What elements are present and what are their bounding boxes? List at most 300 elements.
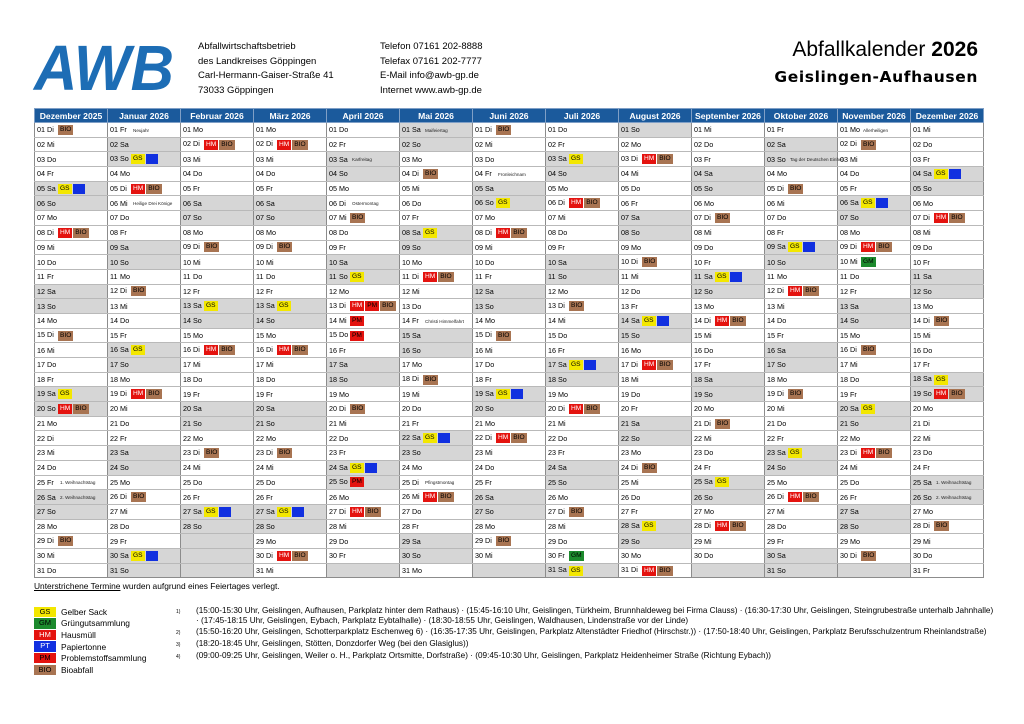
weekday: So xyxy=(631,536,640,546)
day-cell xyxy=(546,446,619,461)
day-number: 24 xyxy=(183,463,191,473)
day-cell xyxy=(546,431,619,446)
weekday: Sa xyxy=(47,389,56,399)
day-cell xyxy=(108,519,181,534)
day-number: 27 xyxy=(913,507,921,517)
weekday: Di xyxy=(193,447,200,457)
collection-badge-bio: BIO xyxy=(863,140,875,148)
collection-badge-hm: HM xyxy=(717,316,728,324)
day-number: 16 xyxy=(329,345,337,355)
weekday: Di xyxy=(923,212,930,222)
day-number: 11 xyxy=(256,272,264,282)
day-cell xyxy=(254,519,327,534)
legend-label: Grüngutsammlung xyxy=(61,618,130,629)
weekday: Mi xyxy=(47,242,55,252)
day-number: 07 xyxy=(37,213,45,223)
weekday: Fr xyxy=(120,228,127,238)
weekday: Mi xyxy=(923,330,931,340)
day-cell xyxy=(35,446,108,461)
day-number: 04 xyxy=(840,169,848,179)
day-number: 05 xyxy=(256,184,264,194)
day-number: 26 xyxy=(913,492,921,502)
collection-badge-bio: BIO xyxy=(221,346,233,354)
day-number: 27 xyxy=(402,507,410,517)
day-number: 27 xyxy=(110,507,118,517)
day-number: 15 xyxy=(183,330,191,340)
day-number: 29 xyxy=(767,536,775,546)
weekday: So xyxy=(631,433,640,443)
collection-badge-gs: GS xyxy=(717,272,727,280)
day-cell xyxy=(108,460,181,475)
day-cell xyxy=(619,343,692,358)
day-cell xyxy=(400,196,473,211)
weekday: So xyxy=(850,316,859,326)
holiday-note: Heilige Drei Könige xyxy=(133,201,173,207)
footnote xyxy=(34,581,280,591)
collection-badge-hm: HM xyxy=(279,346,290,354)
day-number: 25 xyxy=(37,477,45,487)
day-number: 26 xyxy=(548,492,556,502)
weekday: Di xyxy=(704,212,711,222)
day-cell xyxy=(473,402,546,417)
collection-badge-bio: BIO xyxy=(279,243,291,251)
day-cell xyxy=(838,504,911,519)
day-number: 08 xyxy=(548,228,556,238)
day-number: 27 xyxy=(329,506,337,516)
day-number: 16 xyxy=(402,345,410,355)
day-cell xyxy=(108,167,181,182)
day-cell xyxy=(400,152,473,167)
day-cell xyxy=(181,240,254,255)
day-cell xyxy=(35,490,108,505)
day-cell xyxy=(619,328,692,343)
legend-swatch: GS xyxy=(34,607,56,618)
weekday: Fr xyxy=(704,154,711,164)
collection-badge-hm: HM xyxy=(60,404,71,412)
weekday: Mo xyxy=(47,316,57,326)
day-number: 16 xyxy=(913,345,921,355)
day-cell xyxy=(692,548,765,563)
day-number: 21 xyxy=(548,419,556,429)
weekday: Fr xyxy=(704,257,711,267)
day-number: 29 xyxy=(110,536,118,546)
day-cell xyxy=(181,299,254,314)
weekday: Sa xyxy=(193,506,202,516)
day-number: 16 xyxy=(475,345,483,355)
day-cell xyxy=(838,240,911,255)
weekday: Mo xyxy=(339,286,349,296)
weekday: Do xyxy=(193,477,203,487)
weekday: Sa xyxy=(923,272,932,282)
day-number: 27 xyxy=(256,506,264,516)
day-number: 14 xyxy=(183,316,191,326)
weekday: Mo xyxy=(47,521,57,531)
day-number: 15 xyxy=(475,330,483,340)
collection-badge-pt: PT xyxy=(439,434,448,442)
day-cell xyxy=(35,211,108,226)
calendar-row xyxy=(35,328,984,343)
day-number: 19 xyxy=(183,389,191,399)
day-number: 07 xyxy=(548,213,556,223)
month-header: Februar 2026 xyxy=(181,109,254,123)
day-cell xyxy=(473,431,546,446)
day-number: 06 xyxy=(840,198,848,208)
calendar-row xyxy=(35,211,984,226)
day-cell xyxy=(692,152,765,167)
day-number: 13 xyxy=(329,301,337,311)
day-number: 10 xyxy=(621,256,629,266)
day-number: 11 xyxy=(37,272,45,282)
weekday: So xyxy=(120,565,129,575)
day-number: 01 xyxy=(840,125,848,135)
collection-badge-bio: BIO xyxy=(133,493,145,501)
day-cell xyxy=(692,358,765,373)
weekday: Mi xyxy=(923,433,931,443)
day-cell xyxy=(619,475,692,490)
weekday: So xyxy=(777,565,786,575)
day-number: 05 xyxy=(913,184,921,194)
collection-badge-bio: BIO xyxy=(498,125,510,133)
weekday: Mo xyxy=(339,389,349,399)
day-cell xyxy=(254,152,327,167)
weekday: Do xyxy=(485,154,495,164)
weekday: Fr xyxy=(193,492,200,502)
weekday: So xyxy=(339,169,348,179)
weekday: Mi xyxy=(339,315,347,325)
day-number: 23 xyxy=(329,448,337,458)
calendar-row xyxy=(35,255,984,270)
weekday: So xyxy=(47,198,56,208)
day-number: 30 xyxy=(37,551,45,561)
day-cell xyxy=(400,534,473,549)
day-number: 19 xyxy=(329,389,337,399)
weekday: Mo xyxy=(47,213,57,223)
title-year: 2026 xyxy=(931,38,978,61)
collection-badge-bio: BIO xyxy=(805,493,817,501)
weekday: So xyxy=(485,404,494,414)
day-number: 23 xyxy=(621,448,629,458)
day-cell xyxy=(327,181,400,196)
day-cell xyxy=(254,416,327,431)
day-number: 09 xyxy=(110,242,118,252)
collection-badge-pm: PM xyxy=(352,331,362,339)
weekday: So xyxy=(485,507,494,517)
weekday: Fr xyxy=(777,330,784,340)
weekday: Di xyxy=(850,242,857,252)
day-number: 23 xyxy=(37,448,45,458)
day-number: 22 xyxy=(329,433,337,443)
day-number: 11 xyxy=(475,272,483,282)
day-number: 10 xyxy=(694,257,702,267)
collection-badge-hm: HM xyxy=(644,155,655,163)
weekday: Do xyxy=(412,507,422,517)
weekday: Do xyxy=(266,477,276,487)
day-cell xyxy=(619,299,692,314)
day-number: 25 xyxy=(767,477,775,487)
day-cell xyxy=(473,167,546,182)
day-number: 27 xyxy=(183,506,191,516)
day-number: 08 xyxy=(256,228,264,238)
day-number: 18 xyxy=(256,375,264,385)
weekday: Di xyxy=(777,389,784,399)
weekday: Di xyxy=(850,550,857,560)
weekday: Mo xyxy=(485,316,495,326)
day-number: 05 xyxy=(402,184,410,194)
weekday: Di xyxy=(777,183,784,193)
calendar-row xyxy=(35,372,984,387)
day-cell xyxy=(911,328,984,343)
day-cell xyxy=(911,269,984,284)
day-number: 25 xyxy=(256,477,264,487)
day-cell xyxy=(838,167,911,182)
day-cell xyxy=(473,225,546,240)
weekday: Sa xyxy=(777,551,786,561)
weekday: Do xyxy=(777,213,787,223)
day-number: 24 xyxy=(548,463,556,473)
day-cell xyxy=(181,372,254,387)
day-number: 17 xyxy=(694,360,702,370)
weekday: Fr xyxy=(923,257,930,267)
weekday: Sa xyxy=(558,565,567,575)
day-number: 03 xyxy=(110,154,118,164)
month-header: November 2026 xyxy=(838,109,911,123)
weekday: Mi xyxy=(266,154,274,164)
weekday: Sa xyxy=(631,521,640,531)
day-cell xyxy=(765,343,838,358)
day-cell xyxy=(546,358,619,373)
collection-badge-pt: PT xyxy=(74,184,83,192)
day-cell xyxy=(473,387,546,402)
day-cell xyxy=(254,563,327,578)
empty-cell xyxy=(838,563,911,578)
day-cell xyxy=(619,167,692,182)
day-number: 12 xyxy=(694,286,702,296)
day-number: 10 xyxy=(256,257,264,267)
day-number: 25 xyxy=(694,477,702,487)
collection-badge-hm: HM xyxy=(425,272,436,280)
weekday: So xyxy=(47,403,56,413)
day-cell xyxy=(619,446,692,461)
day-number: 21 xyxy=(256,419,264,429)
day-number: 10 xyxy=(110,257,118,267)
collection-badge-gs: GS xyxy=(133,551,143,559)
day-cell xyxy=(35,519,108,534)
day-number: 10 xyxy=(329,257,337,267)
weekday: Di xyxy=(47,536,54,546)
day-number: 28 xyxy=(329,521,337,531)
day-cell xyxy=(911,123,984,138)
day-cell xyxy=(765,534,838,549)
weekday: Sa xyxy=(704,477,713,487)
day-cell xyxy=(327,240,400,255)
collection-badge-bio: BIO xyxy=(805,287,817,295)
day-cell xyxy=(765,328,838,343)
weekday: So xyxy=(266,521,275,531)
website-link[interactable]: Internet www.awb-gp.de xyxy=(380,84,482,96)
day-number: 30 xyxy=(840,550,848,560)
day-cell xyxy=(108,152,181,167)
day-number: 29 xyxy=(840,536,848,546)
day-cell xyxy=(911,504,984,519)
weekday: Mi xyxy=(412,184,420,194)
day-number: 13 xyxy=(402,301,410,311)
day-cell xyxy=(473,255,546,270)
collection-badge-hm: HM xyxy=(425,493,436,501)
weekday: Sa xyxy=(485,184,494,194)
day-cell xyxy=(765,460,838,475)
day-cell xyxy=(911,196,984,211)
day-number: 09 xyxy=(475,242,483,252)
day-number: 23 xyxy=(475,448,483,458)
day-cell xyxy=(35,387,108,402)
weekday: Sa xyxy=(558,359,567,369)
day-number: 26 xyxy=(694,492,702,502)
calendar-row xyxy=(35,490,984,505)
day-number: 03 xyxy=(840,154,848,164)
day-number: 12 xyxy=(402,286,410,296)
weekday: Mi xyxy=(47,448,55,458)
day-number: 03 xyxy=(402,154,410,164)
day-cell xyxy=(911,490,984,505)
day-cell xyxy=(546,137,619,152)
weekday: So xyxy=(339,477,348,487)
day-cell xyxy=(911,446,984,461)
day-number: 22 xyxy=(256,433,264,443)
collection-badge-bio: BIO xyxy=(133,287,145,295)
weekday: Mo xyxy=(412,257,422,267)
weekday: Mi xyxy=(266,463,274,473)
day-number: 27 xyxy=(548,506,556,516)
day-number: 27 xyxy=(475,507,483,517)
weekday: Mi xyxy=(850,256,858,266)
weekday: Di xyxy=(339,506,346,516)
day-cell xyxy=(546,475,619,490)
collection-badge-bio: BIO xyxy=(644,258,656,266)
day-cell xyxy=(181,211,254,226)
day-cell xyxy=(327,446,400,461)
weekday: Do xyxy=(120,419,130,429)
weekday: So xyxy=(558,477,567,487)
weekday: Mi xyxy=(704,125,712,135)
collection-badge-hm: HM xyxy=(498,228,509,236)
calendar-row xyxy=(35,504,984,519)
day-cell xyxy=(254,504,327,519)
holiday-note: 1. Weihnachtstag xyxy=(936,480,972,486)
weekday: Mo xyxy=(47,419,57,429)
weekday: Mo xyxy=(193,125,203,135)
weekday: Mo xyxy=(777,375,787,385)
day-number: 26 xyxy=(621,492,629,502)
weekday: Fr xyxy=(558,345,565,355)
weekday: Fr xyxy=(266,286,273,296)
day-number: 20 xyxy=(37,403,45,413)
collection-badge-pm: PM xyxy=(367,302,378,310)
day-number: 29 xyxy=(548,536,556,546)
collection-badge-hm: HM xyxy=(498,434,509,442)
day-number: 14 xyxy=(913,315,921,325)
day-cell xyxy=(108,284,181,299)
day-number: 31 xyxy=(110,565,118,575)
day-cell xyxy=(327,299,400,314)
weekday: Mi xyxy=(266,565,274,575)
day-cell xyxy=(473,358,546,373)
day-cell xyxy=(911,387,984,402)
day-cell xyxy=(473,240,546,255)
weekday: Mo xyxy=(923,507,933,517)
day-cell xyxy=(327,387,400,402)
calendar-row xyxy=(35,446,984,461)
weekday: Sa xyxy=(631,213,640,223)
collection-badge-hm: HM xyxy=(60,228,71,236)
weekday: So xyxy=(266,316,275,326)
weekday: Do xyxy=(485,257,495,267)
day-cell xyxy=(35,123,108,138)
weekday: Mi xyxy=(777,301,785,311)
collection-badge-pt: PT xyxy=(877,199,886,207)
day-cell xyxy=(838,372,911,387)
note-text: (18:20-18:45 Uhr, Geislingen, Stötten, Donzdorfer Weg (bei den Glasiglus)) xyxy=(196,639,469,649)
collection-badge-pt: PT xyxy=(512,390,521,398)
day-number: 13 xyxy=(183,301,191,311)
weekday: Do xyxy=(412,301,422,311)
weekday: So xyxy=(412,551,421,561)
day-number: 02 xyxy=(37,140,45,150)
day-cell xyxy=(473,534,546,549)
collection-badge-pt: PT xyxy=(220,507,229,515)
weekday: So xyxy=(412,345,421,355)
day-cell xyxy=(838,225,911,240)
day-number: 22 xyxy=(402,433,410,443)
day-number: 06 xyxy=(110,198,118,208)
day-number: 11 xyxy=(548,272,556,282)
day-cell xyxy=(546,519,619,534)
weekday: So xyxy=(120,154,129,164)
weekday: Di xyxy=(485,124,492,134)
day-number: 21 xyxy=(767,419,775,429)
day-number: 12 xyxy=(840,286,848,296)
collection-badge-bio: BIO xyxy=(294,140,306,148)
weekday: Do xyxy=(485,463,495,473)
day-number: 20 xyxy=(767,404,775,414)
weekday: Do xyxy=(339,330,349,340)
day-cell xyxy=(400,123,473,138)
day-cell xyxy=(327,372,400,387)
email-link[interactable]: E-Mail info@awb-gp.de xyxy=(380,70,479,81)
day-cell xyxy=(546,402,619,417)
day-number: 02 xyxy=(475,140,483,150)
day-number: 25 xyxy=(913,477,921,487)
day-number: 18 xyxy=(767,375,775,385)
weekday: Fr xyxy=(485,272,492,282)
day-number: 26 xyxy=(475,492,483,502)
day-cell xyxy=(254,313,327,328)
day-cell xyxy=(838,255,911,270)
day-number: 17 xyxy=(913,360,921,370)
day-number: 24 xyxy=(475,463,483,473)
weekday: Sa xyxy=(266,506,275,516)
day-cell xyxy=(327,255,400,270)
weekday: Fr xyxy=(266,389,273,399)
day-number: 06 xyxy=(475,198,483,208)
day-number: 31 xyxy=(37,565,45,575)
day-cell xyxy=(473,446,546,461)
day-cell xyxy=(911,519,984,534)
day-cell xyxy=(254,255,327,270)
day-cell xyxy=(546,313,619,328)
day-number: 05 xyxy=(37,183,45,193)
day-number: 06 xyxy=(694,198,702,208)
day-cell xyxy=(400,240,473,255)
